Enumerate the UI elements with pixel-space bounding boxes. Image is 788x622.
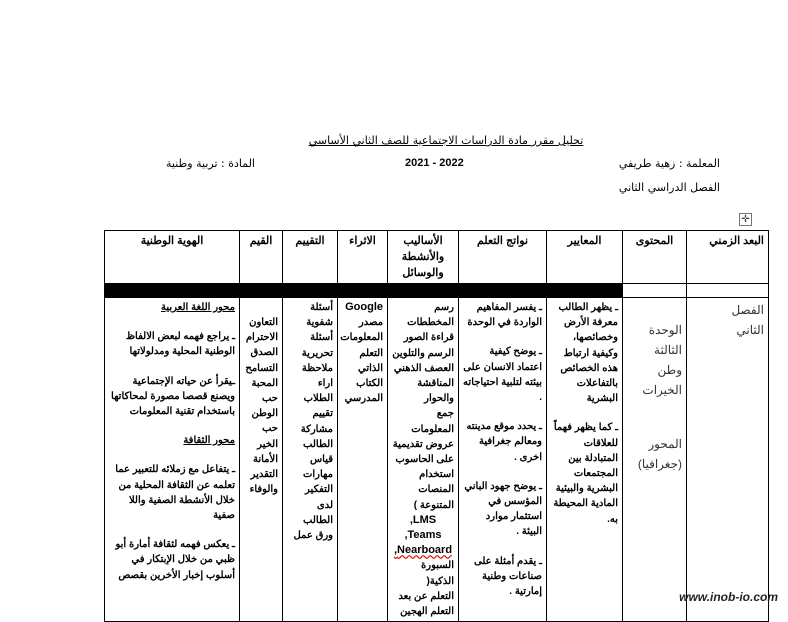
methods-nearboard: Nearboard, [393, 544, 453, 557]
standard-item: ـ يظهر الطالب معرفة الأرض وخصائصها، وكيفية ارتباط هذه الخصائص بالتفاعلات البشرية [558, 302, 618, 405]
standard-item: ـ كما يظهر فهماً للعلاقات المتبادلة بين المجتمعات البشرية والبيئية المادية المحيطة به. [553, 422, 618, 525]
identity-item: ـ يعكس فهمه لثقافة أمارة أبو ظبي من خلال الإبتكار في أسلوب إخبار الأخرين بقصص [115, 539, 235, 581]
document-title: تحليل مقرر مادة الدراسات الاجتماعية للصف الثاني الأساسي [308, 134, 584, 147]
academic-year: 2021 - 2022 [405, 157, 464, 169]
identity-cell [105, 298, 240, 622]
values-cell: التعاون الاحترام الصدق التسامح المحبة حب الوطن حب الخير الأمانة التقدير والوفاء [240, 298, 283, 622]
outcome-item: ـ يقدم أمثلة على صناعات وطنية إمارتية . [474, 555, 542, 598]
col-header-outcomes: نواتج التعلم [459, 231, 547, 284]
subject-name: المادة : تربية وطنية [166, 157, 255, 170]
separator-row [105, 284, 769, 298]
outcome-item: ـ يوضح جهود الباني المؤسس في استثمار موارد البيئة . [464, 480, 542, 538]
semester: الفصل الدراسي الثاني [618, 181, 720, 194]
header-row [105, 231, 769, 284]
black-band [105, 284, 623, 298]
enrichment-list: مصدر المعلومات التعلم الذاتي الكتاب المدرسي [340, 317, 383, 405]
col-header-methods: الأساليب والأنشطة والوسائل [388, 231, 459, 284]
col-header-enrichment: الاثراء [338, 231, 388, 284]
enrichment-google: Google [345, 301, 383, 313]
identity-item: ـ يتفاعل مع زملائه للتعبير عما تعلمه عن الثقافة المحلية من خلال الأنشطة الصفية واللا صفية [115, 464, 235, 522]
curriculum-analysis-table [104, 230, 769, 622]
unit-name: الوحدة الثالثة وطن الخيرات [642, 323, 682, 397]
identity-heading: محور اللغة العربية [160, 302, 235, 313]
table-row [105, 298, 769, 622]
teacher-name: المعلمة : زهية طريفي [618, 157, 720, 170]
outcome-item: ـ يفسر المفاهيم الواردة في الوحدة [467, 302, 542, 329]
identity-item: ـيقرأ عن حياته الإجتماعية ويصنع قصصا مصورة لمحاكاتها باستخدام تقنية المعلومات [111, 375, 235, 418]
methods-cell [388, 298, 459, 622]
assessment-cell: أسئلة شفوية أسئلة تحريرية ملاحظة اراء الطلاب تقييم مشاركة الطالب قياس مهارات التفكير لدى الطالب ورق عمل [283, 298, 338, 622]
methods-tail: السبورة الذكية( التعلم عن بعد التعلم الهجين [398, 560, 454, 618]
empty-cell [687, 284, 769, 298]
col-header-identity: الهوية الوطنية [105, 231, 240, 284]
identity-heading: محور الثقافة [183, 435, 235, 447]
table-move-handle-icon[interactable]: ✛ [739, 213, 752, 226]
col-header-content: المحتوى [623, 231, 687, 284]
website-watermark: www.inob-io.com [679, 590, 778, 604]
content-cell [623, 298, 687, 622]
time-cell: الفصل الثاني [687, 298, 769, 622]
methods-platforms: LMS, Teams, [404, 513, 442, 542]
col-header-values: القيم [240, 231, 283, 284]
outcome-item: ـ يوضح كيفية اعتماد الانسان على بيئته لتلبية احتياجاته . [463, 346, 542, 404]
enrichment-cell [338, 298, 388, 622]
standards-cell [547, 298, 623, 622]
col-header-time: البعد الزمني [687, 231, 769, 284]
content-axis: المحور (جغرافيا) [637, 437, 682, 471]
methods-list: رسم المخططات قراءة الصور الرسم والتلوين العصف الذهني المناقشة والحوار جمع المعلومات عروض تقديمية على الحاسوب استخدام المنصات المتنوعة ) [392, 302, 454, 511]
outcomes-cell [459, 298, 547, 622]
outcome-item: ـ يحدد موقع مدينته ومعالم جغرافية اخرى . [466, 421, 542, 463]
col-header-standards: المعايير [547, 231, 623, 284]
identity-item: ـ يراجع فهمه لبعض الالفاظ الوطنية المحلية ومدلولاتها [125, 331, 235, 358]
empty-cell [623, 284, 687, 298]
col-header-assessment: التقييم [283, 231, 338, 284]
